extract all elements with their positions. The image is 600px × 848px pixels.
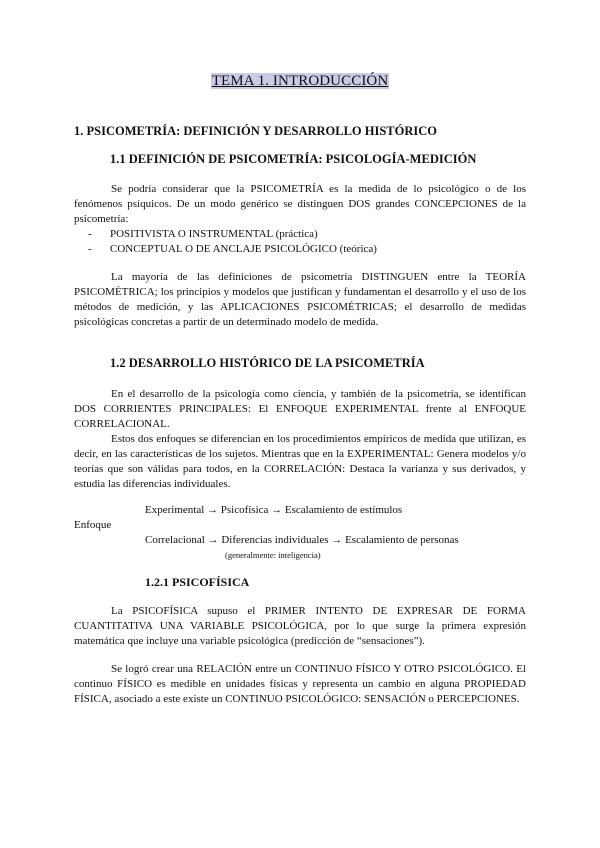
paragraph-text: La PSICOFÍSICA supuso el PRIMER INTENTO DE EXPRESAR DE FORMA CUANTITATIVA UNA VARIABLE PSICOLÓGICA, por lo que surge la primera expresión matemática que incluye una variable psicológica (predicción de “sensaciones”).	[74, 605, 526, 647]
list-item	[88, 242, 377, 257]
document-title	[0, 72, 600, 90]
paragraph-definicion	[74, 182, 526, 227]
dash-bullet: -	[88, 243, 92, 255]
subsubsection-heading-psicofisica: 1.2.1 PSICOFÍSICA	[145, 575, 250, 589]
list-item-text: CONCEPTUAL O DE ANCLAJE PSICOLÓGICO (teórica)	[110, 243, 377, 255]
concepciones-list	[88, 227, 377, 257]
scheme-correlacional: Correlacional → Diferencias individuales → Escalamiento de personas	[145, 534, 459, 546]
list-item	[88, 227, 377, 242]
paragraph-corrientes	[74, 387, 526, 492]
paragraph-teoria	[74, 270, 526, 330]
subsection-heading-definicion: 1.1 DEFINICIÓN DE PSICOMETRÍA: PSICOLOGÍA-MEDICIÓN	[110, 152, 477, 166]
scheme-note: (generalmente: inteligencia)	[225, 550, 321, 560]
paragraph-text: En el desarrollo de la psicología como ciencia, y también de la psicometría, se identifican DOS CORRIENTES PRINCIPALES: El ENFOQUE EXPERIMENTAL frente al ENFOQUE CORRELACIONAL.	[74, 388, 526, 430]
paragraph-text: La mayoría de las definiciones de psicometría DISTINGUEN entre la TEORÍA PSICOMÉTRICA; los principios y modelos que justifican y fundamentan el desarrollo y el uso de los métodos de medición, y las APLICACIONES PSICOMÉTRICAS; el desarrollo de medidas psicológicas concretas a partir de un determinado modelo de medida.	[74, 271, 526, 328]
title-text: TEMA 1. INTRODUCCIÓN	[211, 73, 389, 89]
paragraph-psicofisica	[74, 604, 526, 649]
scheme-enfoque: Enfoque	[74, 519, 112, 531]
paragraph-text: Se logró crear una RELACIÓN entre un CONTINUO FÍSICO Y OTRO PSICOLÓGICO. El continuo FÍSICO es medible en unidades físicas y representa un cambio en alguna PROPIEDAD FÍSICA, asociado a este existe un CONTINUO PSICOLÓGICO: SENSACIÓN o PERCEPCIONES.	[74, 663, 526, 705]
list-item-text: POSITIVISTA O INSTRUMENTAL (práctica)	[110, 228, 318, 240]
scheme-experimental: Experimental → Psicofísica → Escalamiento de estímulos	[145, 504, 403, 516]
paragraph-text: Estos dos enfoques se diferencian en los procedimientos empíricos de medida que utilizan, es decir, en las características de los sujetos. Mientras que en la EXPERIMENTAL: Genera modelos y/o teorías que son válidas para todos, en la CORRELACIÓN: Destaca la varianza y sus derivados, y estudia las diferencias individuales.	[74, 433, 526, 490]
paragraph-text: Se podría considerar que la PSICOMETRÍA es la medida de lo psicológico o de los fenómenos psíquicos. De un modo genérico se distinguen DOS grandes CONCEPCIONES de la psicometría:	[74, 183, 526, 225]
subsection-heading-desarrollo: 1.2 DESARROLLO HISTÓRICO DE LA PSICOMETRÍA	[110, 356, 425, 370]
section-heading: 1. PSICOMETRÍA: DEFINICIÓN Y DESARROLLO HISTÓRICO	[74, 124, 438, 138]
paragraph-continuo	[74, 662, 526, 707]
dash-bullet: -	[88, 228, 92, 240]
